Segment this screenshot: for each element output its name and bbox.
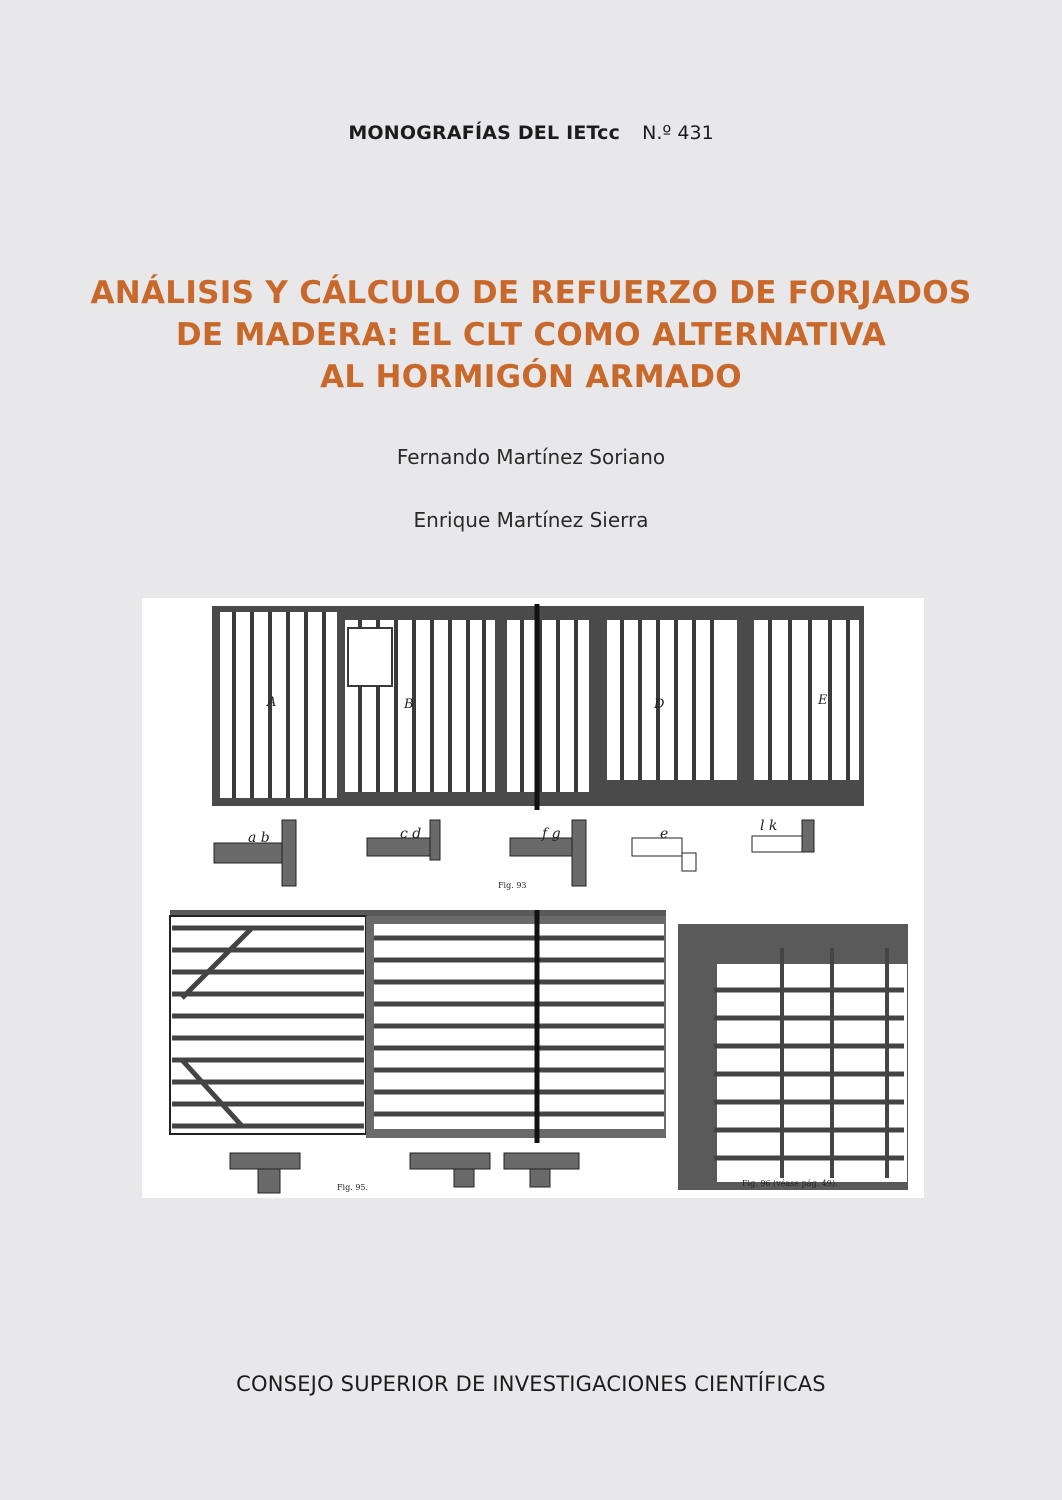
panel-letter-b: B (404, 697, 414, 712)
bottom-floor-plan (170, 910, 666, 1193)
publisher: CONSEJO SUPERIOR DE INVESTIGACIONES CIENTÍFICAS (236, 1372, 826, 1396)
panel-letter-d: D (654, 697, 665, 712)
joint-details (214, 818, 814, 890)
panel-letter-a: A (267, 695, 277, 710)
author-2: Enrique Martínez Sierra (413, 508, 649, 532)
series-number: N.º 431 (642, 122, 714, 144)
figure-caption-96: Fig. 96 (véase pág. 49). (742, 1179, 838, 1188)
title-line-2: DE MADERA: EL CLT COMO ALTERNATIVA (175, 317, 887, 353)
cover-illustration (142, 598, 924, 1198)
grid-figure (678, 924, 908, 1190)
book-title (60, 272, 1002, 398)
top-floor-plan (212, 604, 864, 810)
detail-letters-lk: l k (760, 818, 778, 834)
title-line-3: AL HORMIGÓN ARMADO (320, 359, 742, 395)
detail-letter-e: e (660, 826, 669, 842)
figure-caption-95: Fig. 95. (337, 1183, 369, 1192)
panel-letter-e: E (818, 693, 828, 708)
detail-letters-ab: a b (248, 830, 270, 846)
author-1: Fernando Martínez Soriano (396, 445, 666, 469)
series-header (0, 122, 1062, 144)
title-line-1: ANÁLISIS Y CÁLCULO DE REFUERZO DE FORJADOS (90, 275, 972, 311)
series-name: MONOGRAFÍAS DEL IETcc (348, 122, 621, 144)
detail-letters-cd: c d (400, 826, 422, 842)
figure-caption-93: Fig. 93 (498, 881, 527, 890)
detail-letters-fg: f g (542, 826, 561, 842)
timber-floor-engraving (142, 598, 924, 1198)
